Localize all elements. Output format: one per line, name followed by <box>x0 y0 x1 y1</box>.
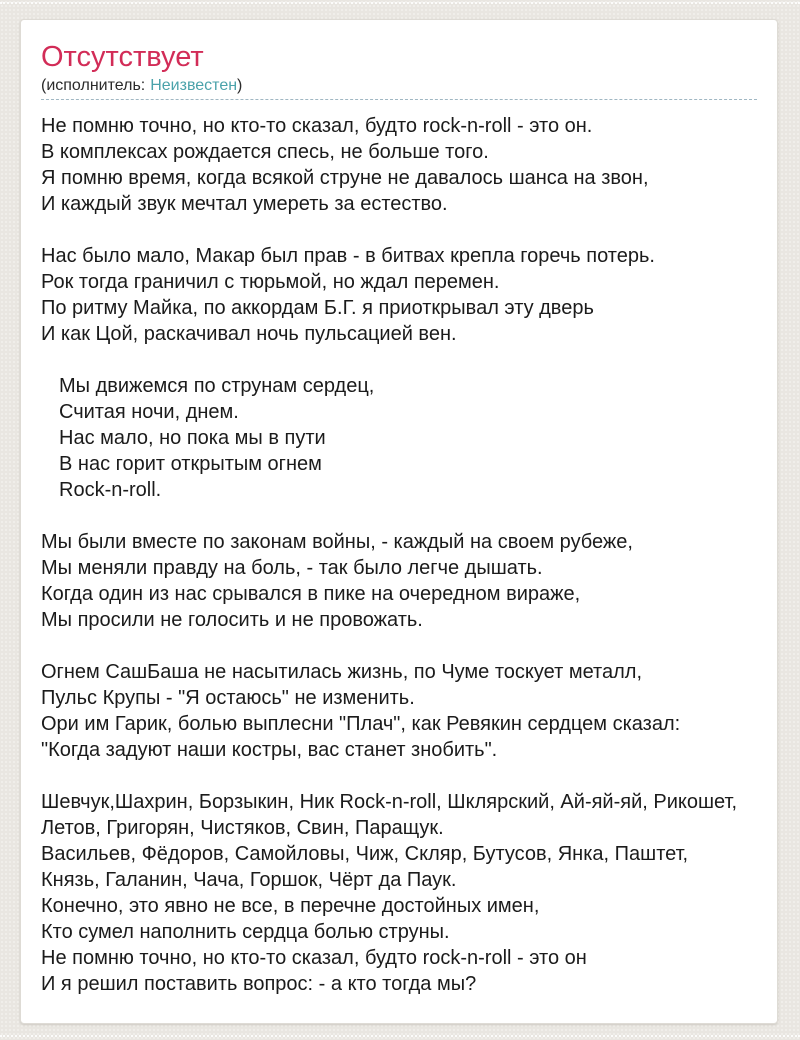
stanza <box>41 789 757 997</box>
lyrics-line: Rock-n-roll. <box>59 479 162 501</box>
lyrics-line: И как Цой, раскачивал ночь пульсацией вен. <box>41 323 457 345</box>
lyrics-line: Нас было мало, Макар был прав - в битвах крепла горечь потерь. <box>41 245 655 267</box>
lyrics-line: И каждый звук мечтал умереть за естество. <box>41 193 448 215</box>
stanza <box>41 659 757 763</box>
stanza <box>41 529 757 633</box>
lyrics <box>41 113 757 997</box>
lyrics-line: Ори им Гарик, болью выплесни "Плач", как Ревякин сердцем сказал: <box>41 713 681 735</box>
lyrics-line: Мы были вместе по законам войны, - каждый на своем рубеже, <box>41 531 633 553</box>
artist-link[interactable]: Неизвестен <box>150 77 238 94</box>
lyrics-line: Считая ночи, днем. <box>59 401 239 423</box>
lyrics-line: Летов, Григорян, Чистяков, Свин, Паращук. <box>41 817 444 839</box>
lyrics-line: Конечно, это явно не все, в перечне достойных имен, <box>41 895 540 917</box>
lyrics-line: Когда один из нас срывался в пике на очередном вираже, <box>41 583 581 605</box>
lyrics-line: Шевчук,Шахрин, Борзыкин, Ник Rock-n-roll, Шклярский, Ай-яй-яй, Рикошет, <box>41 791 737 813</box>
lyrics-line: Не помню точно, но кто-то сказал, будто rock-n-roll - это он <box>41 947 587 969</box>
page-texture-line-top <box>0 2 800 4</box>
lyrics-line: В комплексах рождается спесь, не больше того. <box>41 141 489 163</box>
artist-label-prefix: (исполнитель: <box>41 77 146 94</box>
page-texture-line-bottom <box>0 1035 800 1037</box>
lyrics-line: И я решил поставить вопрос: - а кто тогда мы? <box>41 973 477 995</box>
lyrics-line: Мы меняли правду на боль, - так было легче дышать. <box>41 557 543 579</box>
stanza <box>41 113 757 217</box>
lyrics-line: Не помню точно, но кто-то сказал, будто rock-n-roll - это он. <box>41 115 593 137</box>
lyrics-line: Князь, Галанин, Чача, Горшок, Чёрт да Паук. <box>41 869 457 891</box>
lyrics-line: Мы просили не голосить и не провожать. <box>41 609 423 631</box>
lyrics-line: По ритму Майка, по аккордам Б.Г. я приоткрывал эту дверь <box>41 297 594 319</box>
lyrics-line: Пульс Крупы - "Я остаюсь" не изменить. <box>41 687 415 709</box>
song-title: Отсутствует <box>41 41 204 73</box>
lyrics-line: "Когда задуют наши костры, вас станет знобить". <box>41 739 498 761</box>
artist-label-suffix: ) <box>237 77 243 94</box>
lyrics-line: В нас горит открытым огнем <box>59 453 322 475</box>
artist-row <box>41 75 757 100</box>
stanza <box>41 243 757 347</box>
lyrics-line: Рок тогда граничил с тюрьмой, но ждал перемен. <box>41 271 500 293</box>
lyrics-line: Я помню время, когда всякой струне не давалось шанса на звон, <box>41 167 649 189</box>
lyrics-line: Мы движемся по струнам сердец, <box>59 375 375 397</box>
lyrics-card <box>20 19 778 1024</box>
lyrics-line: Нас мало, но пока мы в пути <box>59 427 326 449</box>
stanza <box>41 373 757 503</box>
lyrics-line: Огнем СашБаша не насытилась жизнь, по Чуме тоскует металл, <box>41 661 642 683</box>
lyrics-line: Кто сумел наполнить сердца болью струны. <box>41 921 450 943</box>
lyrics-line: Васильев, Фёдоров, Самойловы, Чиж, Скляр, Бутусов, Янка, Паштет, <box>41 843 689 865</box>
